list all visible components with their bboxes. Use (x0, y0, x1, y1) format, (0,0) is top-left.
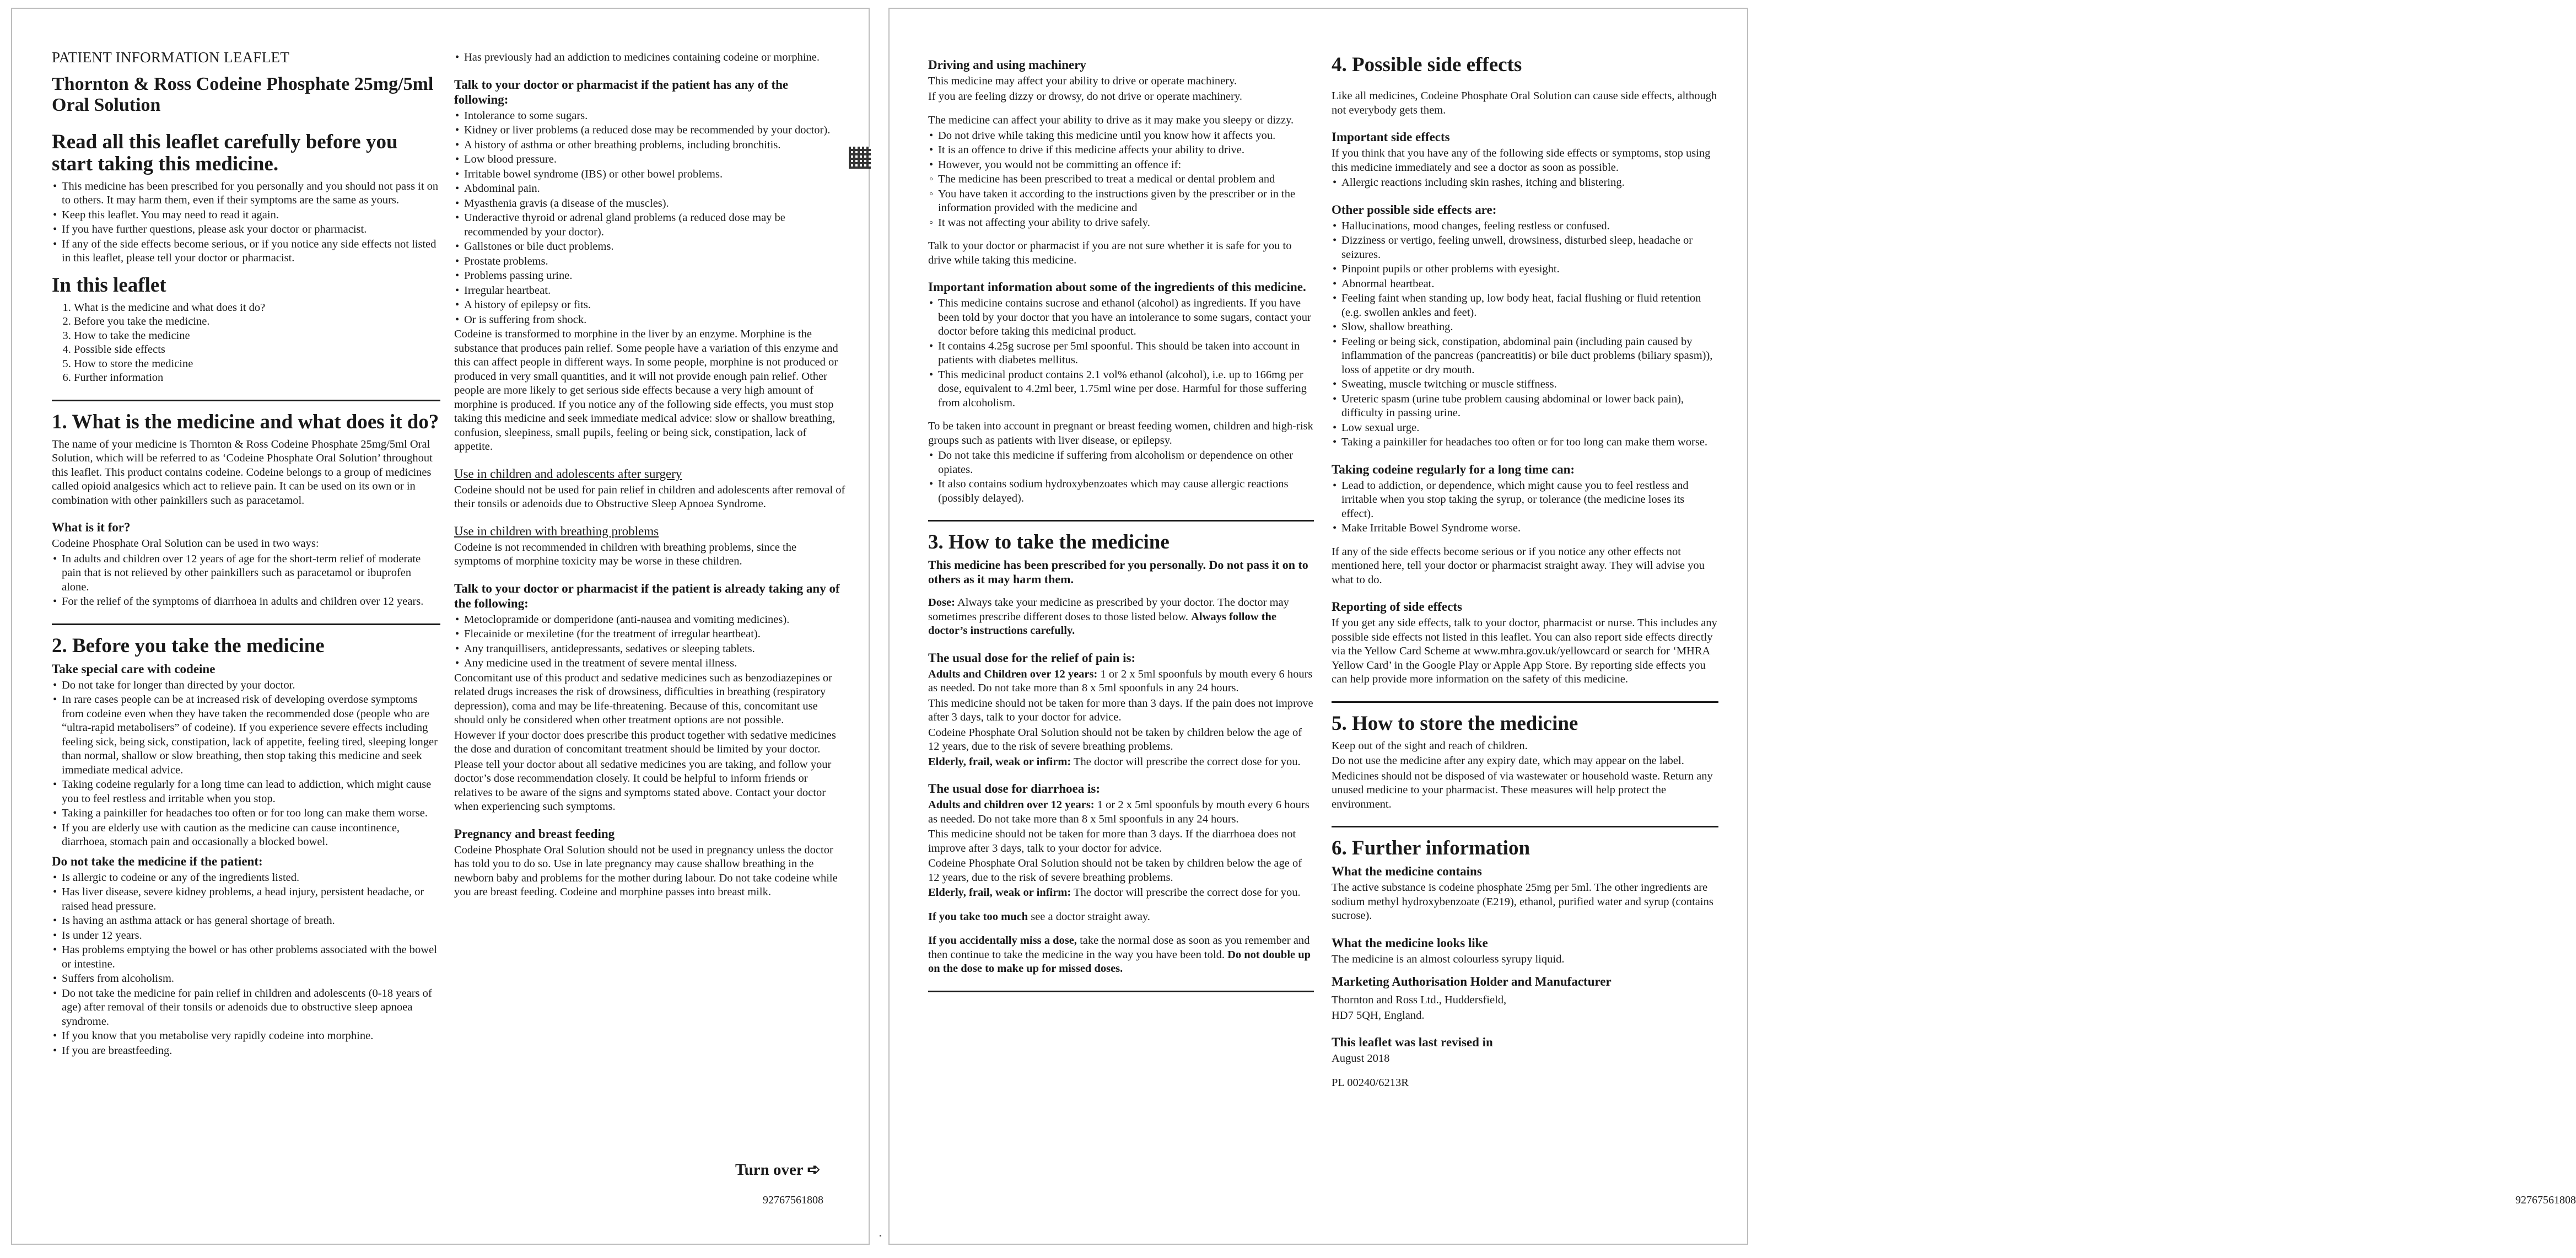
section-divider (1332, 701, 1718, 703)
list-item: • Hallucinations, mood changes, feeling restless or confused. (1332, 219, 1718, 234)
elderly-label-2: Elderly, frail, weak or infirm: (928, 886, 1071, 899)
driving-paragraph: The medicine can affect your ability to drive as it may make you sleepy or dizzy. (928, 114, 1294, 126)
pain-dose-paragraph (928, 668, 1314, 696)
list-item: • Allergic reactions including skin rashes, itching and blistering. (1332, 176, 1718, 190)
list-item: • Abnormal heartbeat. (1332, 277, 1718, 292)
list-item: ◦ It was not affecting your ability to drive safely. (928, 216, 1314, 230)
read-heading: Read all this leaflet carefully before you start taking this medicine. (52, 130, 398, 175)
column-1 (52, 51, 440, 1058)
list-item: • Low sexual urge. (1332, 421, 1718, 436)
list-item: • Prostate problems. (454, 255, 845, 269)
talk-heading: Talk to your doctor or pharmacist if the patient has any of the following: (454, 77, 789, 106)
list-item: • Make Irritable Bowel Syndrome worse. (1332, 522, 1718, 536)
what-for-list (52, 552, 440, 609)
list-item: • Feeling faint when standing up, low body heat, facial flushing or fluid retention (e.g. swollen ankles and feet). (1332, 292, 1718, 320)
missed-dose-text: take the normal dose as soon as you remember and then continue to take the medicine in the way you have been told. (928, 934, 1310, 961)
contents-item: 5. How to store the medicine (74, 357, 440, 372)
contents-item: 3. How to take the medicine (74, 329, 440, 343)
driving-sub-list (928, 173, 1314, 230)
section-4-intro: Like all medicines, Codeine Phosphate Oral Solution can cause side effects, although not everybody gets them. (1332, 90, 1717, 116)
section-divider (928, 520, 1314, 522)
list-item: • Has previously had an addiction to medicines containing codeine or morphine. (454, 51, 845, 65)
list-item: ◦ You have taken it according to the instructions given by the prescriber or in the information provided with the medicine and (928, 187, 1314, 216)
dose-bold: Always follow the doctor’s instructions carefully. (928, 610, 1276, 637)
list-item: • Has liver disease, severe kidney problems, a head injury, persistent headache, or raised head pressure. (52, 885, 440, 913)
list-item: • If you know that you metabolise very rapidly codeine into morphine. (52, 1029, 440, 1044)
list-item: • Any medicine used in the treatment of severe mental illness. (454, 657, 845, 671)
product-title: Thornton & Ross Codeine Phosphate 25mg/5ml Oral Solution (52, 73, 434, 115)
section-1-text: The name of your medicine is Thornton & Ross Codeine Phosphate 25mg/5ml Oral Solution, which will be referred to as ‘Codeine Phosphate Oral Solution’ throughout this leaflet. This product contains codeine. Codeine belongs to a group of medicines called opioid analgesics which act to relieve pain. It can be used on its own or in combination with other painkillers such as paracetamol. (52, 438, 433, 507)
section-1-heading: 1. What is the medicine and what does it do? (52, 410, 439, 433)
list-item: • This medicine contains sucrose and ethanol (alcohol) as ingredients. If you have been told by your doctor that you have an intolerance to some sugars, contact your doctor before taking this medicinal product. (928, 297, 1314, 339)
elderly-label: Elderly, frail, weak or infirm: (928, 755, 1071, 768)
list-item: • Keep this leaflet. You may need to read it again. (52, 208, 440, 223)
list-item: • Is having an asthma attack or has general shortage of breath. (52, 914, 440, 928)
contents-item: 1. What is the medicine and what does it do? (74, 301, 440, 315)
turn-over-label: Turn over ➪ (735, 1161, 821, 1179)
list-item: • Or is suffering from shock. (454, 313, 845, 327)
pregnancy-heading: Pregnancy and breast feeding (454, 826, 615, 841)
list-item: • Taking a painkiller for headaches too often or for too long can make them worse. (1332, 436, 1718, 450)
account-text: To be taken into account in pregnant or breast feeding women, children and high-risk groups such as patients with liver disease, or epilepsy. (928, 420, 1313, 447)
diarrhoea-dose-label: Adults and children over 12 years: (928, 799, 1095, 811)
leaflet-page-front (11, 8, 870, 1245)
diarrhoea-dose-heading: The usual dose for diarrhoea is: (928, 782, 1101, 795)
breathing-heading: Use in children with breathing problems (454, 524, 659, 538)
pain-children-text: Codeine Phosphate Oral Solution should not be taken by children below the age of 12 years, due to the risk of severe breathing problems. (928, 726, 1302, 752)
list-item: • Feeling or being sick, constipation, abdominal pain (including pain caused by inflammation of the pancreas (pancreatitis) or bile duct problems (biliary spasm)), loss of appetite or dry mouth. (1332, 335, 1718, 378)
driving-heading: Driving and using machinery (928, 58, 1086, 72)
section-divider (1332, 826, 1718, 827)
list-item: • Slow, shallow breathing. (1332, 320, 1718, 335)
section-3-subheading: This medicine has been prescribed for you personally. Do not pass it on to others as it may harm them. (928, 558, 1308, 586)
list-item: • It contains 4.25g sucrose per 5ml spoonful. This should be taken into account in patients with diabetes mellitus. (928, 340, 1314, 368)
list-item: • If you are breastfeeding. (52, 1044, 440, 1058)
storage-text-2: Do not use the medicine after any expiry date, which may appear on the label. (1332, 755, 1684, 767)
list-item: • Is allergic to codeine or any of the ingredients listed. (52, 871, 440, 885)
product-code: 92767561808 (2515, 1194, 2576, 1206)
list-item: • In rare cases people can be at increased risk of developing overdose symptoms from codeine even when they have taken the recommended dose (people who are “ultra-rapid metabolisers” of codeine). If you experience severe effects including feeling sick, being sick, constipation, lack of appetite, feeling tired, sleeping longer than normal, shallow or slow breathing, then stop taking this medicine and seek immediate medical advice. (52, 693, 440, 777)
section-divider (928, 991, 1314, 992)
care-heading: Take special care with codeine (52, 662, 215, 676)
other-effects-list (1332, 219, 1718, 450)
driving-list (928, 129, 1314, 173)
list-item: • However, you would not be committing an offence if: (928, 158, 1314, 173)
list-item: • Myasthenia gravis (a disease of the muscles). (454, 197, 845, 211)
storage-text-1: Keep out of the sight and reach of children. (1332, 739, 1528, 752)
list-item: • Do not take the medicine for pain relief in children and adolescents (0-18 years of age) after removal of their tonsils or adenoids due to obstructive sleep apnoea syndrome. (52, 987, 440, 1029)
surgery-heading: Use in children and adolescents after surgery (454, 466, 682, 481)
section-3-heading: 3. How to take the medicine (928, 531, 1170, 553)
list-item: • Metoclopramide or domperidone (anti-nausea and vomiting medicines). (454, 613, 845, 627)
list-item: • If you are elderly use with caution as the medicine can cause incontinence, diarrhoea, stomach pain and occasionally a blocked bowel. (52, 821, 440, 850)
elderly-text-2: The doctor will prescribe the correct dose for you. (1074, 886, 1301, 899)
mah-address-line-1: Thornton and Ross Ltd., Huddersfield, (1332, 994, 1507, 1006)
dose-paragraph (928, 596, 1314, 638)
list-item: • Taking codeine regularly for a long time can lead to addiction, which might cause you to feel restless and irritable when you stop. (52, 778, 440, 806)
leaflet-page-back (888, 8, 2576, 1245)
pain-dose-label: Adults and Children over 12 years: (928, 668, 1098, 680)
elderly-paragraph-2 (928, 886, 1314, 900)
section-2-heading: 2. Before you take the medicine (52, 634, 325, 657)
section-divider (52, 623, 440, 625)
contents-item: 2. Before you take the medicine. (74, 315, 440, 329)
list-item: • For the relief of the symptoms of diarrhoea in adults and children over 12 years. (52, 595, 440, 609)
driving-line-1: This medicine may affect your ability to drive or operate machinery. (928, 75, 1237, 87)
list-item: • This medicinal product contains 2.1 vol% ethanol (alcohol), i.e. up to 166mg per dose, equivalent to 4.2ml beer, 1.75ml wine per dose. Harmful for those suffering from alcoholism. (928, 368, 1314, 411)
diarrhoea-dose-text: 1 or 2 x 5ml spoonfuls by mouth every 6 hours as needed. Do not take more than 8 x 5ml spoonfuls in any 24 hours. (928, 799, 1309, 825)
diarrhoea-dose-paragraph (928, 798, 1314, 826)
list-item: • Do not drive while taking this medicine until you know how it affects you. (928, 129, 1314, 143)
surgery-text: Codeine should not be used for pain relief in children and adolescents after removal of their tonsils or adenoids due to Obstructive Sleep Apnoea Syndrome. (454, 483, 845, 510)
missed-dose-label: If you accidentally miss a dose, (928, 934, 1077, 947)
list-item: • Flecainide or mexiletine (for the treatment of irregular heartbeat). (454, 627, 845, 642)
contents-item: 4. Possible side effects (74, 343, 440, 357)
driving-line-2: If you are feeling dizzy or drowsy, do not drive or operate machinery. (928, 90, 1242, 103)
list-item: • Kidney or liver problems (a reduced dose may be recommended by your doctor). (454, 123, 845, 138)
ingredients-list (928, 297, 1314, 410)
list-item: • Irregular heartbeat. (454, 284, 845, 298)
driving-talk: Talk to your doctor or pharmacist if you are not sure whether it is safe for you to drive while taking this medicine. (928, 240, 1292, 266)
storage-text-3: Medicines should not be disposed of via wastewater or household waste. Return any unused medicine to your pharmacist. These measures will help protect the environment. (1332, 770, 1713, 810)
list-item: • Has problems emptying the bowel or has other problems associated with the bowel or intestine. (52, 943, 440, 971)
talk-already-heading: Talk to your doctor or pharmacist if the patient is already taking any of the following: (454, 581, 840, 610)
do-not-take-list (52, 871, 440, 1058)
contents-heading: In this leaflet (52, 273, 166, 297)
qr-code-icon (849, 147, 871, 169)
pain-dose-heading: The usual dose for the relief of pain is: (928, 650, 1136, 665)
pregnancy-text: Codeine Phosphate Oral Solution should not be used in pregnancy unless the doctor has told you to do so. Use in late pregnancy may cause shallow breathing in the newborn baby and problems for the mother during labour. Do not take codeine while you are breast feeding. Codeine and morphine passes into breast milk. (454, 843, 838, 898)
leaflet-header: PATIENT INFORMATION LEAFLET (52, 49, 290, 66)
list-item: • A history of epilepsy or fits. (454, 298, 845, 313)
continued-list (454, 51, 845, 65)
important-effects-list (1332, 176, 1718, 190)
section-5-heading: 5. How to store the medicine (1332, 712, 1578, 735)
section-divider (52, 400, 440, 401)
revised-date: August 2018 (1332, 1052, 1390, 1065)
column-2 (454, 51, 845, 901)
list-item: • Taking a painkiller for headaches too often or for too long can make them worse. (52, 807, 440, 821)
missed-dose-paragraph (928, 934, 1314, 976)
care-list (52, 679, 440, 850)
list-item: • Sweating, muscle twitching or muscle stiffness. (1332, 378, 1718, 392)
do-not-take-heading: Do not take the medicine if the patient: (52, 854, 263, 868)
column-3 (928, 51, 1314, 1002)
list-item: • A history of asthma or other breathing problems, including bronchitis. (454, 138, 845, 153)
breathing-text: Codeine is not recommended in children with breathing problems, since the symptoms of morphine toxicity may be worse in these children. (454, 541, 797, 567)
section-4-heading: 4. Possible side effects (1332, 53, 1522, 76)
what-for-heading: What is it for? (52, 520, 131, 534)
list-item: • Do not take for longer than directed by your doctor. (52, 679, 440, 693)
elderly-paragraph (928, 755, 1314, 770)
list-item: • Do not take this medicine if suffering from alcoholism or dependence on other opiates. (928, 449, 1314, 477)
list-item: • Abdominal pain. (454, 182, 845, 196)
list-item: • Gallstones or bile duct problems. (454, 240, 845, 254)
contents-item: 6. Further information (74, 371, 440, 385)
diarrhoea-children-text: Codeine Phosphate Oral Solution should not be taken by children below the age of 12 years, due to the risk of severe breathing problems. (928, 857, 1302, 884)
please-tell-text: Please tell your doctor about all sedative medicines you are taking, and follow your doctor’s dose recommendation closely. It could be helpful to inform friends or relatives to be aware of the signs and symptoms stated above. Contact your doctor when experiencing such symptoms. (454, 758, 832, 813)
diarrhoea-duration-text: This medicine should not be taken for more than 3 days. If the diarrhoea does not improve after 3 days, talk to your doctor for advice. (928, 828, 1296, 854)
list-item: • Pinpoint pupils or other problems with eyesight. (1332, 262, 1718, 277)
fold-mark (880, 1235, 881, 1237)
list-item: • Dizziness or vertigo, feeling unwell, drowsiness, disturbed sleep, headache or seizures. (1332, 234, 1718, 262)
long-time-heading: Taking codeine regularly for a long time can: (1332, 462, 1575, 476)
looks-heading: What the medicine looks like (1332, 936, 1488, 950)
elderly-text: The doctor will prescribe the correct dose for you. (1074, 755, 1301, 768)
too-much-text: see a doctor straight away. (1031, 910, 1150, 923)
revised-heading: This leaflet was last revised in (1332, 1035, 1493, 1049)
reporting-text: If you get any side effects, talk to your doctor, pharmacist or nurse. This includes any possible side effects not listed in this leaflet. You can also report side effects directly via the Yellow Card Scheme at www.mhra.gov.uk/yellowcard or search for ‘MHRA Yellow Card’ in the Google Play or Apple App Store. By reporting side effects you can help provide more information on the safety of this medicine. (1332, 617, 1717, 685)
list-item: • This medicine has been prescribed for you personally and you should not pass it on to others. It may harm them, even if their symptoms are the same as yours. (52, 180, 440, 208)
list-item: • Is under 12 years. (52, 929, 440, 943)
list-item: • Suffers from alcoholism. (52, 972, 440, 986)
product-code: 92767561808 (763, 1194, 823, 1206)
other-effects-heading: Other possible side effects are: (1332, 202, 1497, 217)
mah-address-line-2: HD7 5QH, England. (1332, 1009, 1425, 1022)
column-4 (1332, 51, 1718, 1091)
codeine-enzyme-text: Codeine is transformed to morphine in the liver by an enzyme. Morphine is the substance that produces pain relief. Some people have a variation of this enzyme and this can affect people in different ways. In some people, morphine is not produced or produced in very small quantities, and it will not provide enough pain relief. Other people are more likely to get serious side effects because a very high amount of morphine is produced. If you notice any of the following side effects, you must stop taking this medicine and seek immediate medical advice: slow or shallow breathing, confusion, sleepiness, small pupils, feeling or being sick, constipation, lack of appetite. (454, 328, 838, 453)
list-item: • Intolerance to some sugars. (454, 109, 845, 123)
list-item: • Problems passing urine. (454, 269, 845, 283)
read-list (52, 180, 440, 266)
too-much-paragraph (928, 910, 1314, 924)
reporting-heading: Reporting of side effects (1332, 600, 1462, 614)
list-item: • Lead to addiction, or dependence, which might cause you to feel restless and irritable when you stop taking the syrup, or tolerance (the medicine loses its effect). (1332, 479, 1718, 522)
list-item: • Any tranquillisers, antidepressants, sedatives or sleeping tablets. (454, 642, 845, 657)
serious-effects-text: If any of the side effects become serious or if you notice any other effects not mentioned here, tell your doctor or pharmacist straight away. They will advise you what to do. (1332, 545, 1705, 586)
list-item: • In adults and children over 12 years of age for the short-term relief of moderate pain that is not relieved by other painkillers such as paracetamol or ibuprofen alone. (52, 552, 440, 595)
list-item: • It is an offence to drive if this medicine affects your ability to drive. (928, 143, 1314, 158)
list-item: ◦ The medicine has been prescribed to treat a medical or dental problem and (928, 173, 1314, 187)
section-6-heading: 6. Further information (1332, 837, 1530, 859)
too-much-label: If you take too much (928, 910, 1028, 923)
however-text: However if your doctor does prescribe this product together with sedative medicines the dose and duration of concomitant treatment should be limited by your doctor. (454, 729, 836, 755)
important-effects-text: If you think that you have any of the following side effects or symptoms, stop using this medicine immediately and see a doctor as soon as possible. (1332, 147, 1711, 174)
contains-heading: What the medicine contains (1332, 864, 1482, 878)
talk-already-list (454, 613, 845, 671)
dose-text: Always take your medicine as prescribed by your doctor. The doctor may sometimes prescribe different doses to those listed below. (928, 596, 1289, 623)
account-list (928, 449, 1314, 506)
ingredients-heading: Important information about some of the ingredients of this medicine. (928, 280, 1306, 294)
what-for-intro: Codeine Phosphate Oral Solution can be used in two ways: (52, 537, 319, 550)
list-item: • Irritable bowel syndrome (IBS) or other bowel problems. (454, 168, 845, 182)
pain-duration-text: This medicine should not be taken for more than 3 days. If the pain does not improve after 3 days, talk to your doctor for advice. (928, 697, 1313, 723)
talk-list (454, 109, 845, 327)
pain-dose-text: 1 or 2 x 5ml spoonfuls by mouth every 6 hours as needed. Do not take more than 8 x 5ml spoonfuls in any 24 hours. (928, 668, 1313, 694)
list-item: • Low blood pressure. (454, 153, 845, 167)
list-item: • If any of the side effects become serious, or if you notice any side effects not listed in this leaflet, please tell your doctor or pharmacist. (52, 238, 440, 266)
list-item: • Underactive thyroid or adrenal gland problems (a reduced dose may be recommended by your doctor). (454, 211, 845, 239)
concomitant-text: Concomitant use of this product and sedative medicines such as benzodiazepines or related drugs increases the risk of drowsiness, difficulties in breathing (respiratory depression), coma and may be life-threatening. Because of this, concomitant use should only be considered when other treatment options are not possible. (454, 671, 832, 726)
contents-list (52, 301, 440, 385)
contains-text: The active substance is codeine phosphate 25mg per 5ml. The other ingredients are sodium methyl hydroxybenzoate (E219), ethanol, purified water and syrup (contains sucrose). (1332, 881, 1713, 922)
missed-dose-bold: Do not double up on the dose to make up for missed doses. (928, 948, 1311, 975)
list-item: • Ureteric spasm (urine tube problem causing abdominal or lower back pain), difficulty in passing urine. (1332, 393, 1718, 421)
list-item: • It also contains sodium hydroxybenzoates which may cause allergic reactions (possibly delayed). (928, 477, 1314, 506)
looks-text: The medicine is an almost colourless syrupy liquid. (1332, 953, 1565, 965)
important-effects-heading: Important side effects (1332, 130, 1450, 144)
mah-heading: Marketing Authorisation Holder and Manufacturer (1332, 975, 1612, 988)
dose-label: Dose: (928, 596, 955, 609)
pl-number: PL 00240/6213R (1332, 1076, 1409, 1089)
long-time-list (1332, 479, 1718, 536)
list-item: • If you have further questions, please ask your doctor or pharmacist. (52, 223, 440, 237)
